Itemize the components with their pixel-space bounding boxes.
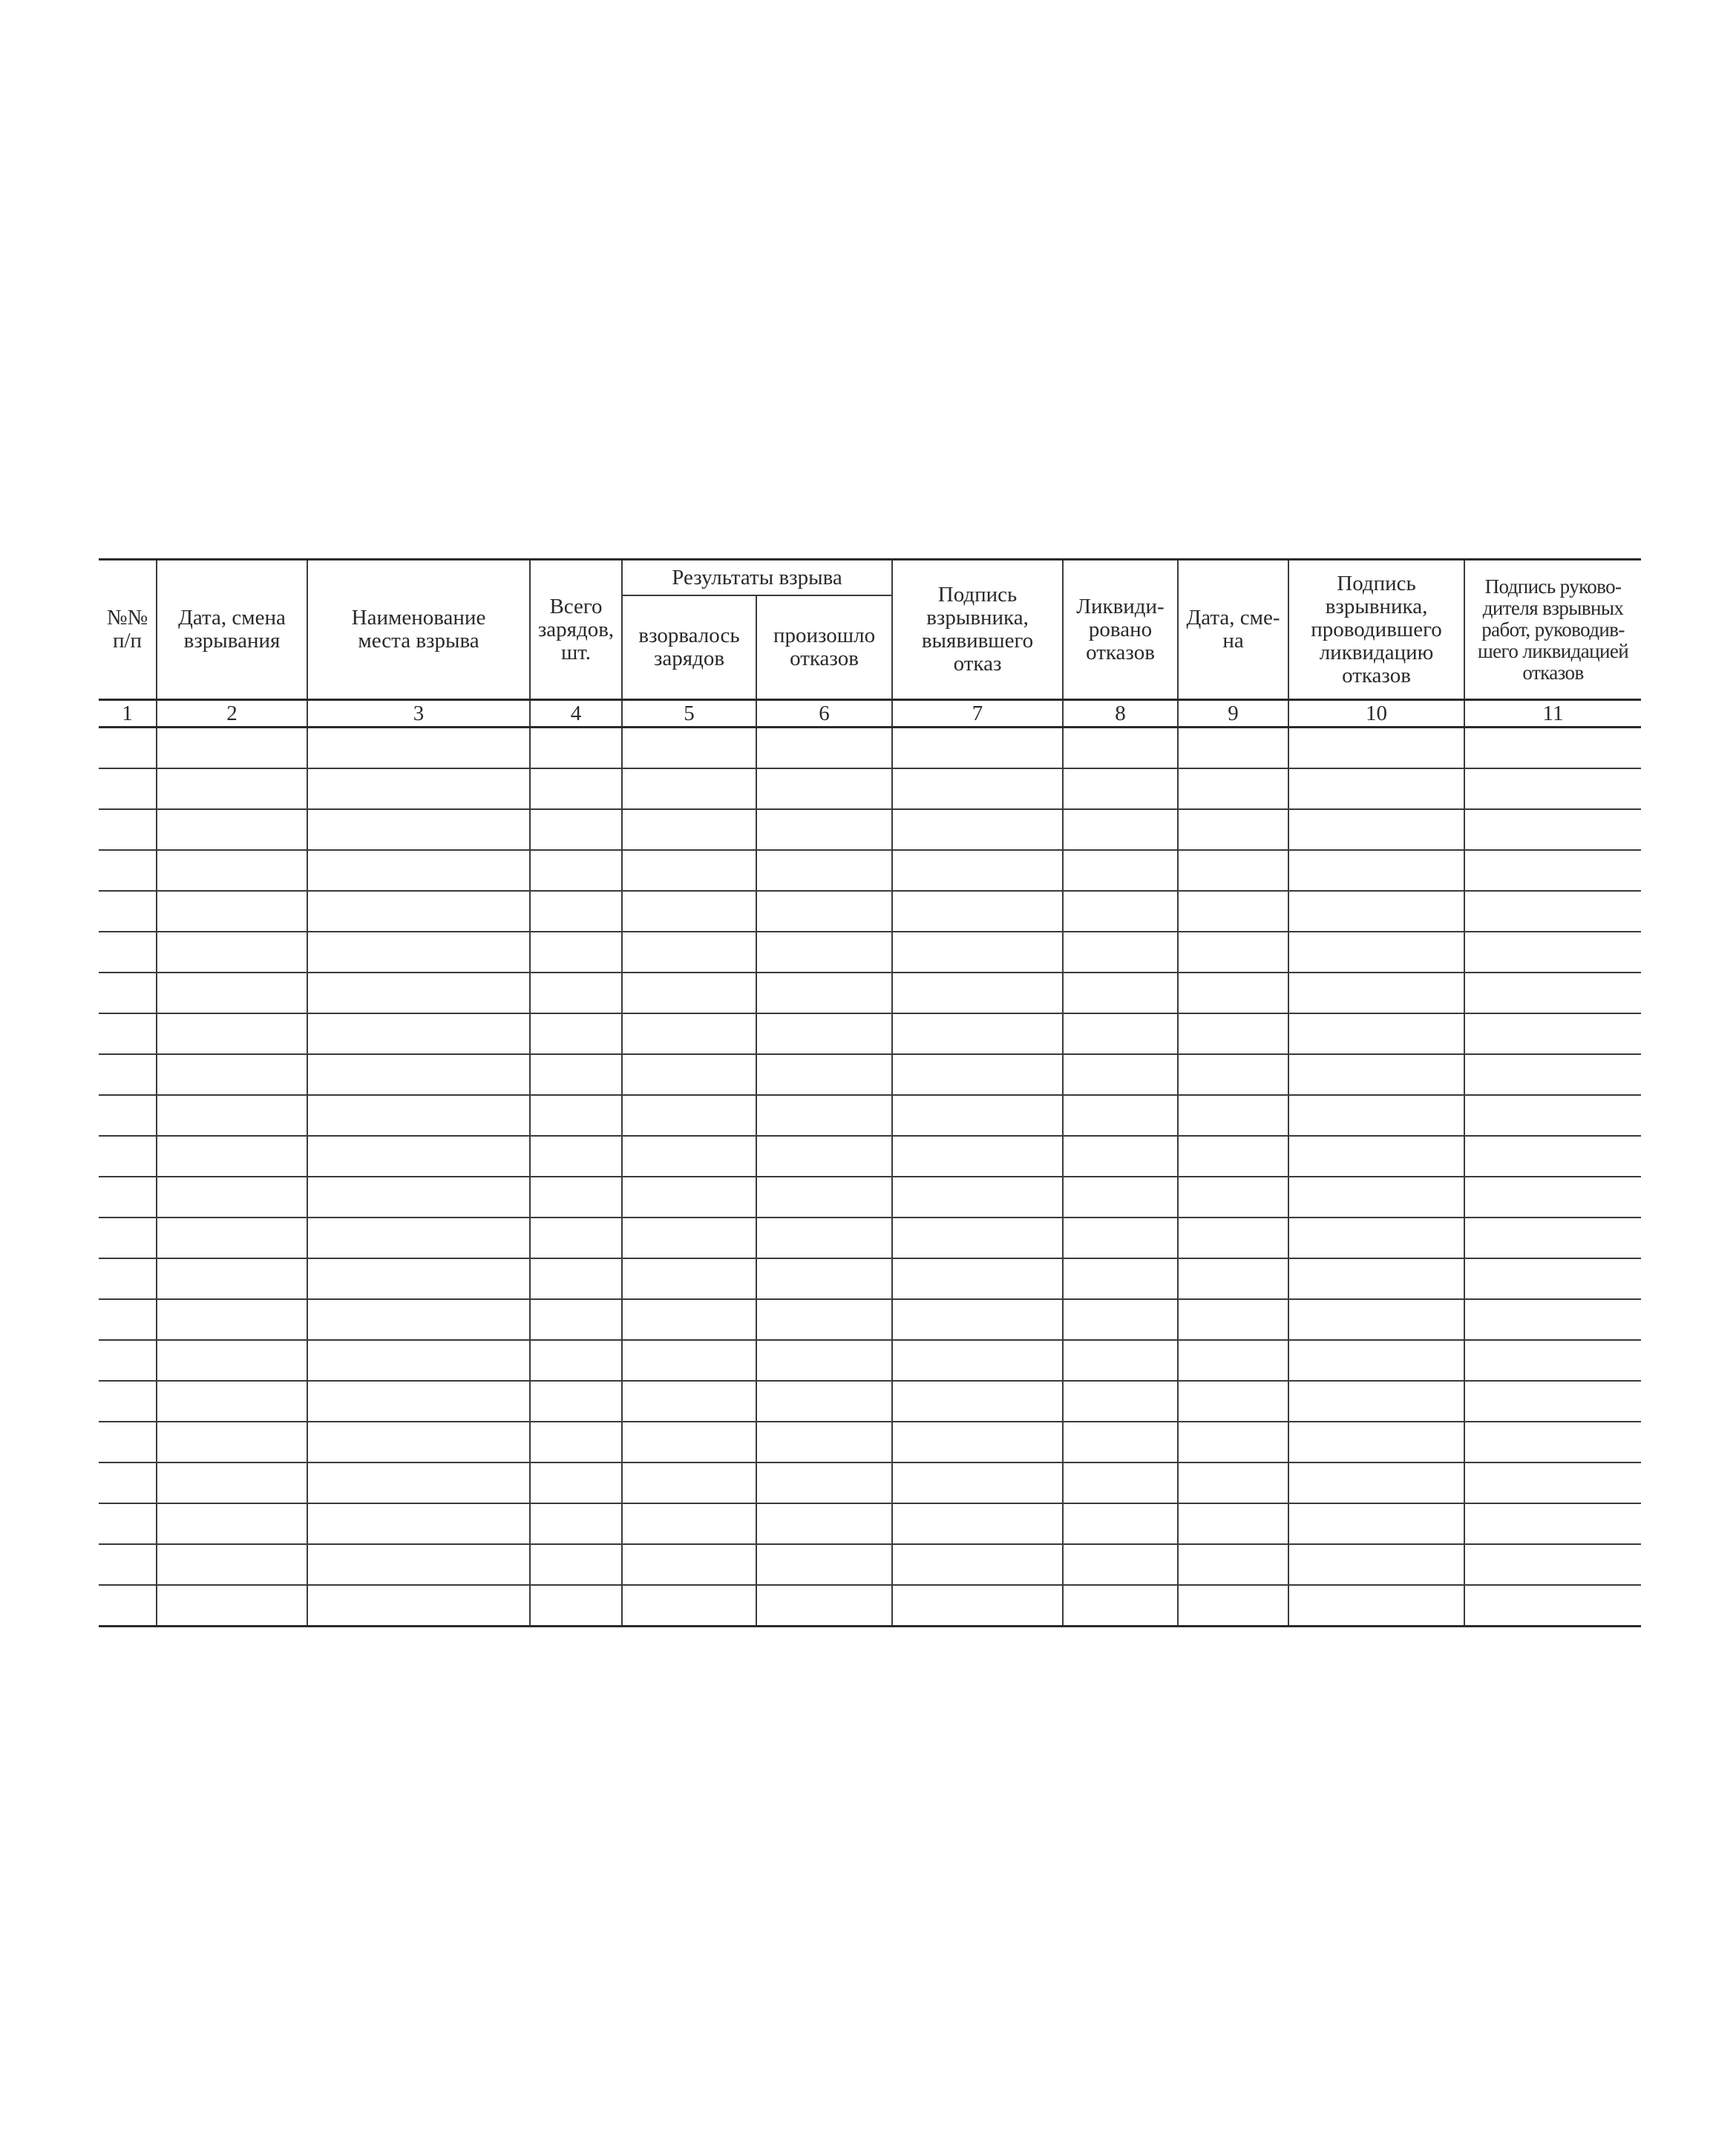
table-cell[interactable]	[99, 1136, 157, 1177]
table-cell[interactable]	[622, 1544, 756, 1585]
table-cell[interactable]	[530, 809, 622, 850]
table-cell[interactable]	[622, 973, 756, 1013]
table-cell[interactable]	[892, 932, 1063, 973]
table-cell[interactable]	[622, 1381, 756, 1422]
table-cell[interactable]	[756, 932, 892, 973]
table-cell[interactable]	[1464, 768, 1641, 809]
table-cell[interactable]	[1178, 809, 1288, 850]
table-row	[99, 973, 1641, 1013]
table-cell[interactable]	[892, 1422, 1063, 1462]
table-cell[interactable]	[1464, 728, 1641, 769]
table-cell[interactable]	[1063, 1136, 1178, 1177]
table-cell[interactable]	[756, 728, 892, 769]
table-cell[interactable]	[307, 1381, 530, 1422]
table-row	[99, 1218, 1641, 1258]
table-row	[99, 728, 1641, 769]
table-cell[interactable]	[99, 1299, 157, 1340]
table-cell[interactable]	[99, 1340, 157, 1381]
table-cell[interactable]	[1464, 850, 1641, 891]
table-cell[interactable]	[1063, 1422, 1178, 1462]
header-blast-results: Результаты взрыва	[622, 560, 892, 596]
table-cell[interactable]	[99, 1503, 157, 1544]
table-cell[interactable]	[892, 1299, 1063, 1340]
table-row	[99, 891, 1641, 932]
table-cell[interactable]	[157, 973, 307, 1013]
table-cell[interactable]	[530, 1340, 622, 1381]
table-cell[interactable]	[892, 728, 1063, 769]
table-cell[interactable]	[307, 809, 530, 850]
table-cell[interactable]	[530, 1177, 622, 1218]
table-cell[interactable]	[99, 1095, 157, 1136]
table-cell[interactable]	[307, 1585, 530, 1627]
table-cell[interactable]	[1178, 1258, 1288, 1299]
table-cell[interactable]	[892, 1585, 1063, 1627]
table-cell[interactable]	[1288, 728, 1464, 769]
table-cell[interactable]	[99, 1258, 157, 1299]
table-cell[interactable]	[307, 1503, 530, 1544]
column-number: 1	[99, 700, 157, 728]
table-cell[interactable]	[99, 1381, 157, 1422]
table-cell[interactable]	[1178, 1299, 1288, 1340]
table-row	[99, 1381, 1641, 1422]
table-cell[interactable]	[1063, 1340, 1178, 1381]
column-number: 8	[1063, 700, 1178, 728]
table-cell[interactable]	[1464, 1136, 1641, 1177]
table-cell[interactable]	[622, 850, 756, 891]
column-number: 7	[892, 700, 1063, 728]
table-cell[interactable]	[1178, 768, 1288, 809]
table-cell[interactable]	[622, 1095, 756, 1136]
table-cell[interactable]	[1288, 809, 1464, 850]
table-cell[interactable]	[756, 1095, 892, 1136]
column-number: 4	[530, 700, 622, 728]
table-cell[interactable]	[1178, 932, 1288, 973]
table-cell[interactable]	[157, 1095, 307, 1136]
table-cell[interactable]	[307, 891, 530, 932]
table-cell[interactable]	[307, 973, 530, 1013]
table-cell[interactable]	[307, 728, 530, 769]
table-cell[interactable]	[756, 1177, 892, 1218]
table-cell[interactable]	[157, 891, 307, 932]
table-cell[interactable]	[892, 1013, 1063, 1054]
table-cell[interactable]	[99, 850, 157, 891]
table-cell[interactable]	[307, 1258, 530, 1299]
table-cell[interactable]	[307, 768, 530, 809]
table-cell[interactable]	[530, 1422, 622, 1462]
table-cell[interactable]	[622, 1422, 756, 1462]
table-cell[interactable]	[1063, 850, 1178, 891]
table-cell[interactable]	[1288, 1503, 1464, 1544]
table-cell[interactable]	[530, 1462, 622, 1503]
table-cell[interactable]	[756, 809, 892, 850]
table-cell[interactable]	[756, 1585, 892, 1627]
table-cell[interactable]	[157, 1054, 307, 1095]
column-number: 6	[756, 700, 892, 728]
table-cell[interactable]	[99, 932, 157, 973]
table-cell[interactable]	[1288, 1544, 1464, 1585]
table-cell[interactable]	[1288, 1095, 1464, 1136]
table-cell[interactable]	[892, 1218, 1063, 1258]
table-cell[interactable]	[157, 1299, 307, 1340]
table-cell[interactable]	[1063, 891, 1178, 932]
table-cell[interactable]	[530, 1095, 622, 1136]
table-cell[interactable]	[622, 1054, 756, 1095]
table-cell[interactable]	[1178, 1054, 1288, 1095]
column-number: 9	[1178, 700, 1288, 728]
table-cell[interactable]	[530, 932, 622, 973]
table-cell[interactable]	[530, 1544, 622, 1585]
table-cell[interactable]	[530, 1136, 622, 1177]
table-cell[interactable]	[1178, 1095, 1288, 1136]
table-cell[interactable]	[756, 1299, 892, 1340]
table-cell[interactable]	[756, 1544, 892, 1585]
table-cell[interactable]	[99, 1177, 157, 1218]
table-cell[interactable]	[1063, 809, 1178, 850]
table-cell[interactable]	[1288, 1422, 1464, 1462]
table-cell[interactable]	[307, 1544, 530, 1585]
table-cell[interactable]	[1178, 1013, 1288, 1054]
table-cell[interactable]	[1063, 768, 1178, 809]
table-cell[interactable]	[307, 1340, 530, 1381]
table-cell[interactable]	[892, 1136, 1063, 1177]
table-cell[interactable]	[99, 1218, 157, 1258]
table-cell[interactable]	[622, 1585, 756, 1627]
table-cell[interactable]	[1464, 1585, 1641, 1627]
table-body	[99, 728, 1641, 1627]
table-cell[interactable]	[892, 1503, 1063, 1544]
failure-log-form	[99, 558, 1641, 1627]
table-cell[interactable]	[157, 1177, 307, 1218]
table-cell[interactable]	[1063, 1544, 1178, 1585]
table-cell[interactable]	[1288, 1462, 1464, 1503]
table-cell[interactable]	[99, 1585, 157, 1627]
table-cell[interactable]	[1464, 1462, 1641, 1503]
header-blast-location: Наименование места взрыва	[307, 560, 530, 700]
table-cell[interactable]	[157, 1462, 307, 1503]
table-cell[interactable]	[1063, 1177, 1178, 1218]
table-cell[interactable]	[1063, 1218, 1178, 1258]
column-number: 3	[307, 700, 530, 728]
column-number-row	[99, 700, 1641, 728]
table-row	[99, 1095, 1641, 1136]
table-cell[interactable]	[1178, 728, 1288, 769]
table-cell[interactable]	[1178, 1503, 1288, 1544]
table-row	[99, 1544, 1641, 1585]
table-cell[interactable]	[622, 728, 756, 769]
table-cell[interactable]	[530, 850, 622, 891]
table-cell[interactable]	[756, 1381, 892, 1422]
table-cell[interactable]	[1063, 728, 1178, 769]
table-row	[99, 1422, 1641, 1462]
table-cell[interactable]	[1178, 1544, 1288, 1585]
column-number: 2	[157, 700, 307, 728]
table-row	[99, 768, 1641, 809]
table-cell[interactable]	[1063, 1054, 1178, 1095]
table-cell[interactable]	[99, 1544, 157, 1585]
table-cell[interactable]	[1063, 1381, 1178, 1422]
table-cell[interactable]	[157, 1422, 307, 1462]
table-row	[99, 850, 1641, 891]
table-cell[interactable]	[756, 1054, 892, 1095]
table-cell[interactable]	[99, 728, 157, 769]
header-item-number: №№ п/п	[99, 560, 157, 700]
table-cell[interactable]	[1464, 1177, 1641, 1218]
table-row	[99, 1299, 1641, 1340]
table-cell[interactable]	[622, 1218, 756, 1258]
table-cell[interactable]	[157, 1585, 307, 1627]
table-cell[interactable]	[530, 1585, 622, 1627]
table-cell[interactable]	[892, 1544, 1063, 1585]
table-cell[interactable]	[530, 1054, 622, 1095]
table-cell[interactable]	[892, 973, 1063, 1013]
table-cell[interactable]	[530, 1381, 622, 1422]
table-cell[interactable]	[99, 1422, 157, 1462]
table-cell[interactable]	[1288, 891, 1464, 932]
table-cell[interactable]	[307, 1299, 530, 1340]
table-cell[interactable]	[756, 973, 892, 1013]
table-cell[interactable]	[622, 1258, 756, 1299]
table-cell[interactable]	[1288, 768, 1464, 809]
table-cell[interactable]	[99, 1013, 157, 1054]
table-row	[99, 1136, 1641, 1177]
header-elimination-date-shift: Дата, сме- на	[1178, 560, 1288, 700]
table-row	[99, 1503, 1641, 1544]
table-cell[interactable]	[307, 1422, 530, 1462]
table-cell[interactable]	[530, 1258, 622, 1299]
table-cell[interactable]	[157, 1503, 307, 1544]
table-cell[interactable]	[1288, 850, 1464, 891]
table-cell[interactable]	[99, 891, 157, 932]
table-cell[interactable]	[622, 768, 756, 809]
table-cell[interactable]	[892, 1462, 1063, 1503]
table-cell[interactable]	[1464, 1299, 1641, 1340]
table-cell[interactable]	[1288, 1218, 1464, 1258]
table-cell[interactable]	[1288, 1340, 1464, 1381]
table-cell[interactable]	[622, 809, 756, 850]
table-cell[interactable]	[307, 1054, 530, 1095]
table-cell[interactable]	[157, 1013, 307, 1054]
table-cell[interactable]	[530, 768, 622, 809]
table-cell[interactable]	[1178, 850, 1288, 891]
table-cell[interactable]	[1063, 932, 1178, 973]
table-cell[interactable]	[1464, 1218, 1641, 1258]
header-signature-detector: Подпись взрывника, выявившего отказ	[892, 560, 1063, 700]
table-cell[interactable]	[622, 1462, 756, 1503]
table-cell[interactable]	[1464, 973, 1641, 1013]
table-cell[interactable]	[1178, 1422, 1288, 1462]
table-cell[interactable]	[1063, 1258, 1178, 1299]
table-cell[interactable]	[892, 1340, 1063, 1381]
table-cell[interactable]	[1178, 973, 1288, 1013]
table-cell[interactable]	[756, 1258, 892, 1299]
table-cell[interactable]	[1063, 1013, 1178, 1054]
table-cell[interactable]	[157, 850, 307, 891]
table-cell[interactable]	[1178, 1462, 1288, 1503]
table-cell[interactable]	[756, 1136, 892, 1177]
table-cell[interactable]	[157, 1381, 307, 1422]
table-cell[interactable]	[1464, 1054, 1641, 1095]
table-cell[interactable]	[756, 1340, 892, 1381]
table-cell[interactable]	[892, 891, 1063, 932]
table-cell[interactable]	[157, 1136, 307, 1177]
table-cell[interactable]	[157, 809, 307, 850]
table-cell[interactable]	[1178, 1177, 1288, 1218]
table-cell[interactable]	[1464, 1095, 1641, 1136]
table-row	[99, 1013, 1641, 1054]
table-cell[interactable]	[892, 1054, 1063, 1095]
table-cell[interactable]	[1288, 1013, 1464, 1054]
table-cell[interactable]	[1464, 1503, 1641, 1544]
table-row	[99, 932, 1641, 973]
table-cell[interactable]	[99, 1462, 157, 1503]
header-signature-eliminator: Подпись взрывника, проводившего ликвидацию отказов	[1288, 560, 1464, 700]
header-charges-exploded: взорвалось зарядов	[622, 595, 756, 700]
column-number: 5	[622, 700, 756, 728]
table-cell[interactable]	[892, 809, 1063, 850]
table-cell[interactable]	[307, 1013, 530, 1054]
table-cell[interactable]	[1464, 1013, 1641, 1054]
table-cell[interactable]	[1178, 1340, 1288, 1381]
table-cell[interactable]	[1288, 1258, 1464, 1299]
table-cell[interactable]	[157, 1544, 307, 1585]
table-cell[interactable]	[1288, 973, 1464, 1013]
table-cell[interactable]	[1464, 1340, 1641, 1381]
column-number: 10	[1288, 700, 1464, 728]
table-cell[interactable]	[1178, 1218, 1288, 1258]
table-cell[interactable]	[622, 1340, 756, 1381]
table-cell[interactable]	[1063, 1299, 1178, 1340]
table-cell[interactable]	[1464, 1381, 1641, 1422]
table-cell[interactable]	[530, 1299, 622, 1340]
header-signature-supervisor: Подпись руково- дителя взрывных работ, руководив- шего ликвидацией отказов	[1464, 560, 1641, 700]
table-cell[interactable]	[1288, 1585, 1464, 1627]
table-cell[interactable]	[530, 1218, 622, 1258]
table-cell[interactable]	[1063, 1503, 1178, 1544]
table-cell[interactable]	[307, 1462, 530, 1503]
table-cell[interactable]	[622, 1177, 756, 1218]
table-cell[interactable]	[1288, 1299, 1464, 1340]
table-cell[interactable]	[1178, 1585, 1288, 1627]
table-cell[interactable]	[1464, 891, 1641, 932]
table-cell[interactable]	[307, 1218, 530, 1258]
table-cell[interactable]	[307, 1136, 530, 1177]
table-cell[interactable]	[157, 768, 307, 809]
table-row	[99, 1462, 1641, 1503]
failure-log-table	[99, 558, 1641, 1627]
table-cell[interactable]	[307, 1177, 530, 1218]
table-cell[interactable]	[1063, 1095, 1178, 1136]
table-cell[interactable]	[1288, 1381, 1464, 1422]
table-cell[interactable]	[622, 1503, 756, 1544]
table-cell[interactable]	[1288, 1177, 1464, 1218]
table-cell[interactable]	[622, 1136, 756, 1177]
table-cell[interactable]	[1464, 809, 1641, 850]
table-cell[interactable]	[1464, 1258, 1641, 1299]
table-cell[interactable]	[756, 850, 892, 891]
table-cell[interactable]	[530, 1503, 622, 1544]
table-cell[interactable]	[622, 932, 756, 973]
table-cell[interactable]	[1464, 1544, 1641, 1585]
table-cell[interactable]	[892, 1095, 1063, 1136]
table-cell[interactable]	[892, 1258, 1063, 1299]
header-failures-occurred: произошло отказов	[756, 595, 892, 700]
table-cell[interactable]	[756, 1218, 892, 1258]
table-cell[interactable]	[530, 728, 622, 769]
table-row	[99, 809, 1641, 850]
table-cell[interactable]	[99, 768, 157, 809]
table-cell[interactable]	[756, 1422, 892, 1462]
column-number: 11	[1464, 700, 1641, 728]
table-cell[interactable]	[756, 891, 892, 932]
table-cell[interactable]	[99, 1054, 157, 1095]
table-cell[interactable]	[622, 1013, 756, 1054]
table-cell[interactable]	[756, 1013, 892, 1054]
table-row	[99, 1177, 1641, 1218]
table-cell[interactable]	[1178, 1381, 1288, 1422]
table-cell[interactable]	[1063, 1462, 1178, 1503]
table-cell[interactable]	[157, 1258, 307, 1299]
table-cell[interactable]	[756, 1503, 892, 1544]
table-cell[interactable]	[157, 728, 307, 769]
table-row	[99, 1054, 1641, 1095]
table-cell[interactable]	[622, 1299, 756, 1340]
table-cell[interactable]	[99, 809, 157, 850]
table-cell[interactable]	[530, 891, 622, 932]
table-cell[interactable]	[1178, 1136, 1288, 1177]
table-cell[interactable]	[1288, 932, 1464, 973]
table-row	[99, 1258, 1641, 1299]
table-row	[99, 1585, 1641, 1627]
table-cell[interactable]	[1464, 932, 1641, 973]
table-cell[interactable]	[892, 1381, 1063, 1422]
table-cell[interactable]	[530, 1013, 622, 1054]
table-cell[interactable]	[756, 1462, 892, 1503]
table-row	[99, 1340, 1641, 1381]
table-cell[interactable]	[1178, 891, 1288, 932]
table-cell[interactable]	[157, 1340, 307, 1381]
table-cell[interactable]	[1063, 973, 1178, 1013]
table-cell[interactable]	[157, 932, 307, 973]
table-cell[interactable]	[1288, 1054, 1464, 1095]
table-cell[interactable]	[1063, 1585, 1178, 1627]
table-cell[interactable]	[1288, 1136, 1464, 1177]
table-cell[interactable]	[99, 973, 157, 1013]
table-cell[interactable]	[307, 932, 530, 973]
table-cell[interactable]	[756, 768, 892, 809]
table-cell[interactable]	[892, 768, 1063, 809]
table-cell[interactable]	[157, 1218, 307, 1258]
table-cell[interactable]	[307, 1095, 530, 1136]
header-total-charges: Всего зарядов, шт.	[530, 560, 622, 700]
table-cell[interactable]	[892, 850, 1063, 891]
table-cell[interactable]	[530, 973, 622, 1013]
table-cell[interactable]	[307, 850, 530, 891]
header-blast-date-shift: Дата, смена взрывания	[157, 560, 307, 700]
table-cell[interactable]	[622, 891, 756, 932]
table-cell[interactable]	[1464, 1422, 1641, 1462]
header-failures-eliminated: Ликвиди- ровано отказов	[1063, 560, 1178, 700]
table-cell[interactable]	[892, 1177, 1063, 1218]
